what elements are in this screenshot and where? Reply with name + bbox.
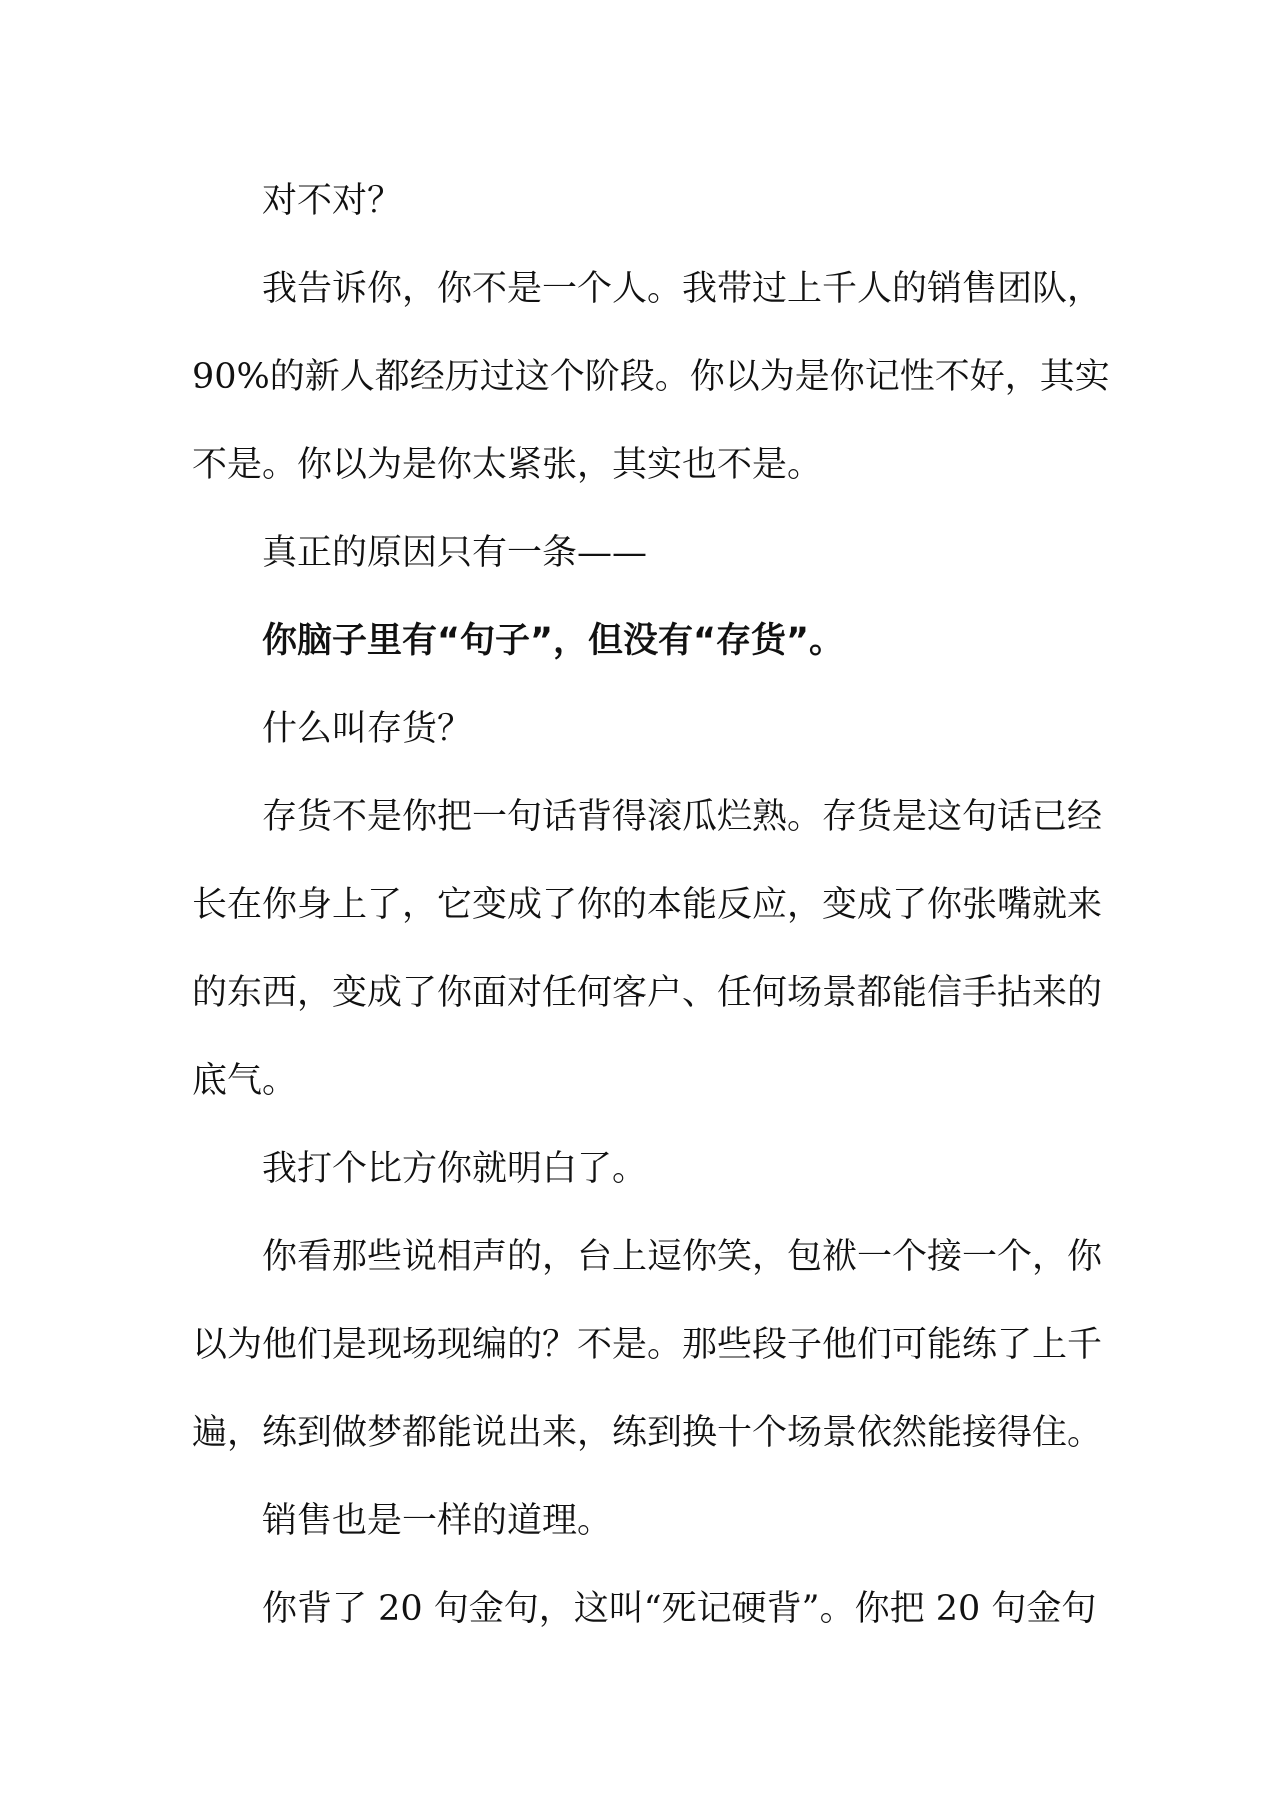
text-line: 销售也是一样的道理。 — [262, 1501, 613, 1541]
text-line: 我告诉你，你不是一个人。我带过上千人的销售团队， — [262, 269, 1103, 309]
text-line: 以为他们是现场现编的？不是。那些段子他们可能练了上千 — [192, 1325, 1103, 1365]
text-line: 你看那些说相声的，台上逗你笑，包袱一个接一个，你 — [262, 1237, 1103, 1277]
text-line: 对不对？ — [262, 181, 403, 221]
text-line: 存货不是你把一句话背得滚瓜烂熟。存货是这句话已经 — [262, 797, 1103, 837]
text-line: 长在你身上了，它变成了你的本能反应，变成了你张嘴就来 — [192, 885, 1103, 925]
text-line: 你背了 20 句金句，这叫“死记硬背”。你把 20 句金句 — [262, 1589, 1097, 1629]
text-line: 遍，练到做梦都能说出来，练到换十个场景依然能接得住。 — [192, 1413, 1103, 1453]
text-line: 我打个比方你就明白了。 — [262, 1149, 648, 1189]
text-line: 真正的原因只有一条—— — [262, 533, 648, 573]
text-line: 底气。 — [192, 1061, 298, 1101]
text-line: 的东西，变成了你面对任何客户、任何场景都能信手拈来的 — [192, 973, 1103, 1013]
text-line: 90%的新人都经历过这个阶段。你以为是你记性不好，其实 — [192, 357, 1110, 397]
text-line: 什么叫存货？ — [262, 709, 473, 749]
text-body — [192, 168, 1110, 1664]
key-point-line: 你脑子里有“句子”，但没有“存货”。 — [262, 621, 845, 661]
text-line: 不是。你以为是你太紧张，其实也不是。 — [192, 445, 823, 485]
